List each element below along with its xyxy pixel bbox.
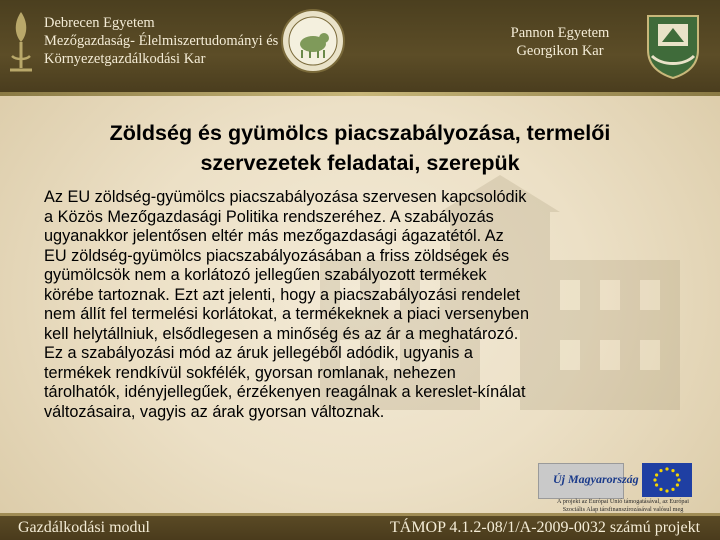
- body-line: a Közös Mezőgazdasági Politika rendszeréhez. A szabályozás: [44, 207, 494, 226]
- slide-title: [0, 118, 720, 178]
- body-line: Ez a szabályozási mód az áruk jellegéből adódik, ugyanis a: [44, 344, 473, 362]
- debrecen-university-logo: [6, 8, 36, 78]
- body-line: változásaira, vagyis az árak gyorsan változnak.: [44, 402, 385, 421]
- header-bar: [0, 0, 720, 92]
- pannon-university-crest: [642, 10, 704, 80]
- footer-bar: [0, 516, 720, 540]
- faculty-seal-logo: [280, 8, 346, 74]
- body-line: EU zöldség-gyümölcs piacszabályozásában a friss zöldségek és: [44, 246, 510, 265]
- header-left-line: Debrecen Egyetem: [44, 15, 155, 31]
- eu-flag-icon: [642, 463, 692, 497]
- body-line: termékek rendkívül sokfélék, gyorsan romlanak, nehezen: [44, 363, 456, 382]
- uj-magyarorszag-logo: [538, 463, 639, 499]
- body-line: nem állít fel termelési korlátokat, a termékeknek a piaci versenyben: [44, 305, 530, 323]
- header-left-line: Mezőgazdaság- Élelmiszertudományi és: [44, 33, 279, 49]
- title-line: szervezetek feladatai, szerepük: [200, 151, 520, 175]
- eu-funding-logos: [534, 461, 712, 519]
- header-right-line: Georgikon Kar: [516, 43, 604, 59]
- header-divider: [0, 92, 720, 96]
- body-line: kell helytállniuk, elsődlegesen a minőség és az ár a meghatározó.: [44, 324, 519, 343]
- uj-magyarorszag-label: Új Magyarország: [553, 472, 639, 486]
- header-left-line: Környezetgazdálkodási Kar: [44, 51, 206, 67]
- footer-module-name: Gazdálkodási modul: [18, 519, 150, 536]
- title-line: Zöldség és gyümölcs piacszabályozása, termelői: [109, 121, 611, 145]
- body-line: körébe tartoznak. Ezt azt jelenti, hogy a piacszabályozási rendelet: [44, 285, 521, 304]
- eu-note-line: Szociális Alap társfinanszírozásával valósul meg: [562, 506, 684, 513]
- body-line: tárolhatók, idényjellegűek, érzékenyen reagálnak a kereslet-kínálat: [44, 383, 526, 401]
- debrecen-faculty-name: [44, 14, 278, 68]
- body-paragraph: [44, 188, 704, 422]
- eu-note-line: A projekt az Európai Unió támogatásával, az Európai: [557, 498, 689, 505]
- body-line: gyümölcsök nem a korlátozó jellegűen szabályozott termékek: [44, 266, 487, 284]
- header-right-line: Pannon Egyetem: [510, 25, 610, 41]
- body-line: ugyanakkor jelentősen eltér más mezőgazdasági ágazatétól. Az: [44, 227, 504, 245]
- body-line: Az EU zöldség-gyümölcs piacszabályozása szervesen kapcsolódik: [44, 188, 527, 206]
- eu-funding-note: [534, 498, 712, 514]
- footer-project-id: TÁMOP 4.1.2-08/1/A-2009-0032 számú projekt: [390, 519, 701, 536]
- pannon-faculty-name: [500, 24, 620, 60]
